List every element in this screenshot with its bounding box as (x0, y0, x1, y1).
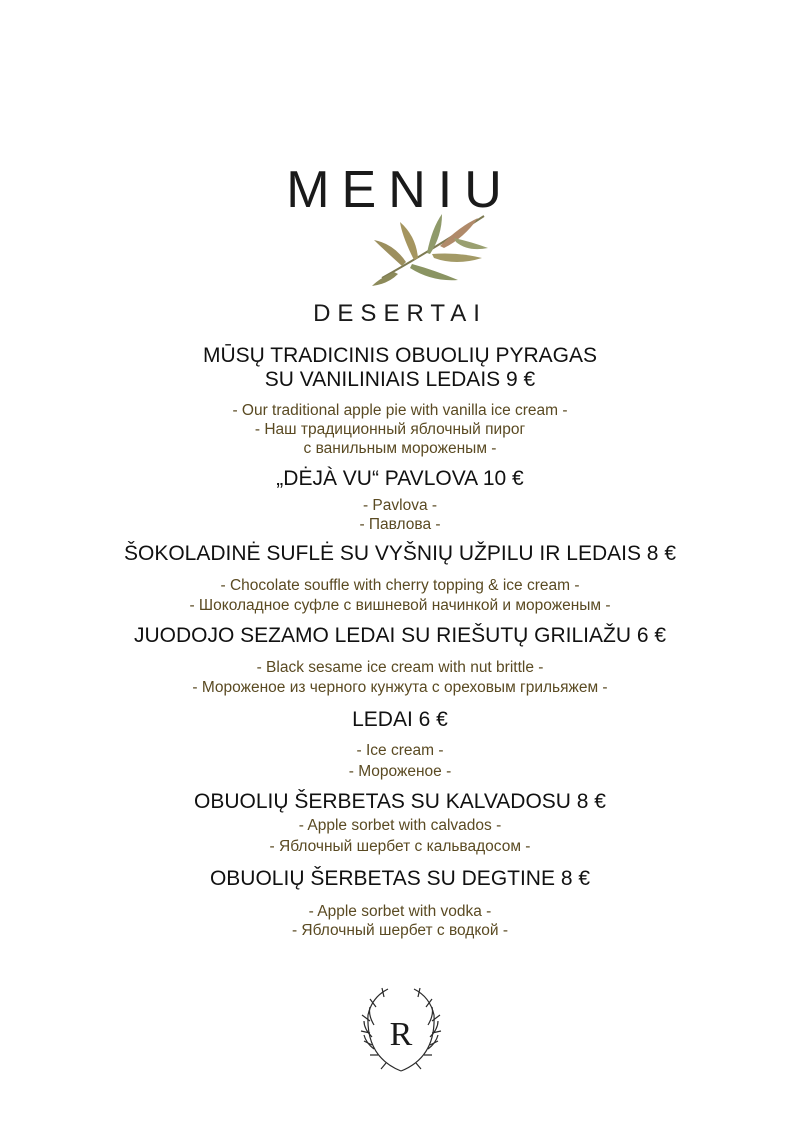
dish-name: JUODOJO SEZAMO LEDAI SU RIEŠUTŲ GRILIAŽU 6 € (133, 624, 667, 647)
page-title: MENIU (286, 161, 514, 219)
dish-description: - Apple sorbet with calvados - (298, 817, 502, 834)
dish-name: SU VANILINIAIS LEDAIS 9 € (264, 368, 536, 391)
dish-description: - Pavlova - (362, 497, 438, 514)
section-title: DESERTAI (313, 300, 487, 327)
dish-description: - Black sesame ice cream with nut brittle - (256, 659, 544, 676)
dish-description: - Мороженое из черного кунжута с ореховым грильяжем - (192, 679, 608, 696)
dish-description: - Наш традиционный яблочный пирог (254, 421, 526, 438)
logo-letter: R (389, 1016, 413, 1053)
dish-description: - Chocolate souffle with cherry topping & ice cream - (220, 577, 580, 594)
dish-description: - Яблочный шербет с кальвадосом - (269, 838, 531, 855)
dish-name: „DĖJÀ VU“ PAVLOVA 10 € (276, 467, 524, 490)
dish-description: - Our traditional apple pie with vanilla ice cream - (232, 402, 568, 419)
wreath-monogram-icon (358, 985, 444, 1077)
dish-name: OBUOLIŲ ŠERBETAS SU DEGTINE 8 € (209, 867, 591, 890)
olive-branch-icon (372, 208, 492, 288)
dish-name: MŪSŲ TRADICINIS OBUOLIŲ PYRAGAS (202, 344, 598, 367)
dish-description: - Мороженое - (348, 763, 452, 780)
dish-description: - Apple sorbet with vodka - (308, 903, 492, 920)
dish-name: LEDAI 6 € (352, 708, 448, 731)
dish-name: OBUOLIŲ ŠERBETAS SU KALVADOSU 8 € (194, 790, 606, 813)
dish-description: - Ice cream - (356, 742, 444, 759)
dish-description: с ванильным мороженым - (303, 440, 497, 457)
dish-name: ŠOKOLADINĖ SUFLĖ SU VYŠNIŲ UŽPILU IR LEDAIS 8 € (124, 542, 676, 565)
dish-description: - Павлова - (359, 516, 441, 533)
dish-description: - Шоколадное суфле с вишневой начинкой и мороженым - (189, 597, 611, 614)
dish-description: - Яблочный шербет с водкой - (291, 922, 509, 939)
